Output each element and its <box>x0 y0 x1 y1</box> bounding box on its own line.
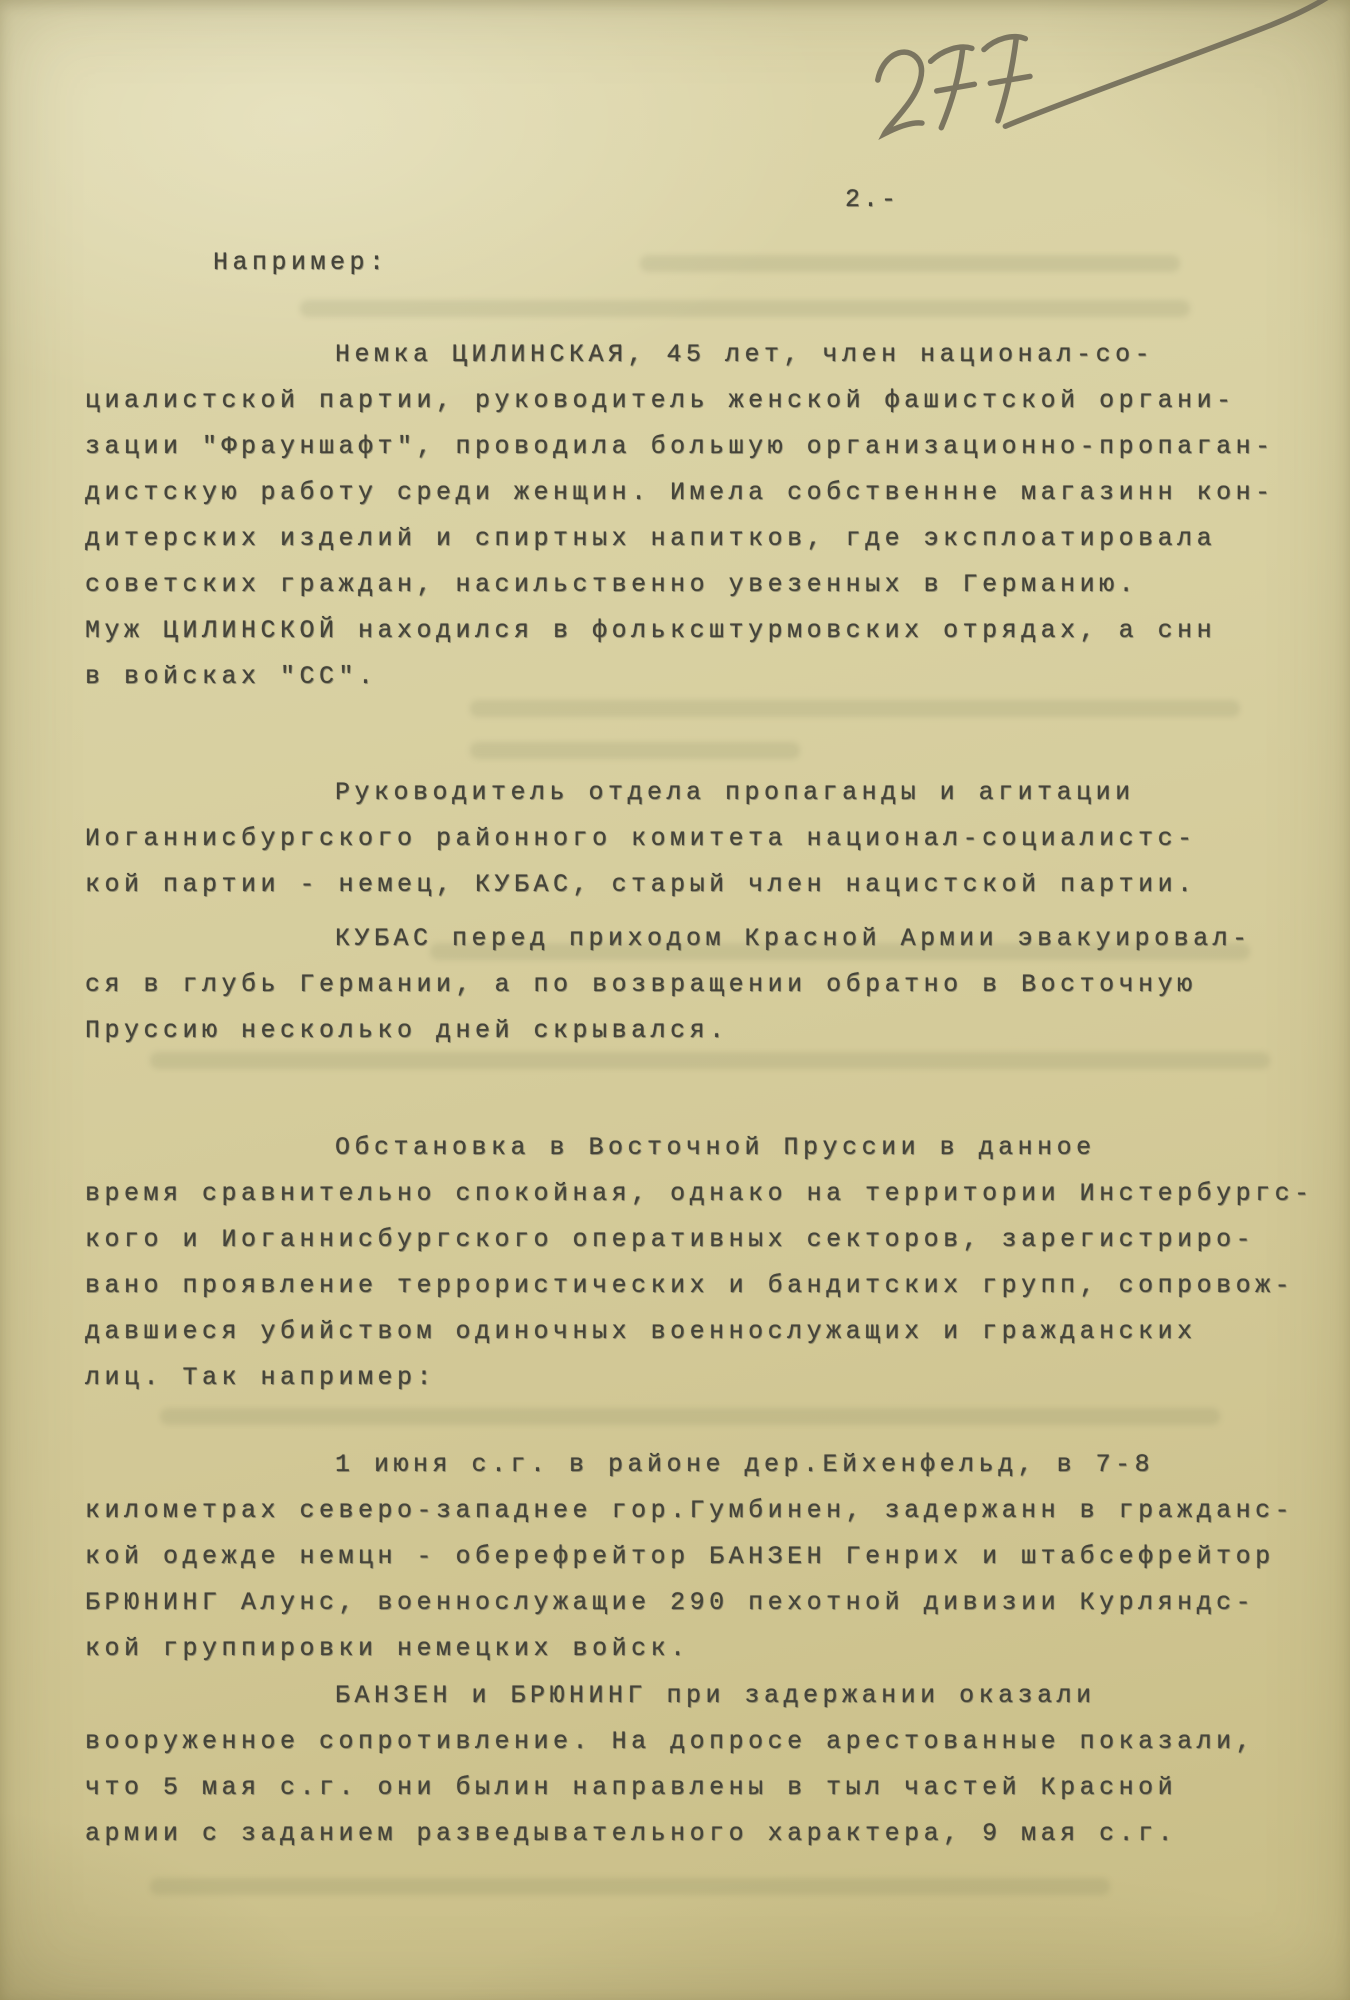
typed-line: армии с заданием разведывательного характера, 9 мая с.г. <box>85 1819 1178 1848</box>
paragraph-interrogation <box>85 1673 1325 1857</box>
typed-line: Пруссию несколько дней скрывался. <box>85 1016 729 1045</box>
typed-line: лиц. Так например: <box>85 1363 437 1392</box>
page-number: 2.- <box>845 185 900 214</box>
typed-line: Муж ЦИЛИНСКОЙ находился в фольксштурмовских отрядах, а снн <box>85 616 1217 645</box>
typed-line: кой группировки немецких войск. <box>85 1634 690 1663</box>
paragraph-tsilinskaya <box>85 332 1325 700</box>
typed-line: что 5 мая с.г. они былин направлены в тыл частей Красной <box>85 1773 1178 1802</box>
bleed-through-ghost <box>640 255 1180 272</box>
pencil-digit-2 <box>876 51 926 134</box>
paragraph-kubas-intro <box>85 770 1325 908</box>
paragraph-kubas-evacuation <box>85 916 1325 1054</box>
lead-in-text: Например: <box>213 248 389 277</box>
typed-line: циалистской партии, руководитель женской фашистской органи- <box>85 386 1236 415</box>
bleed-through-ghost <box>470 742 800 759</box>
bleed-through-ghost <box>470 700 1240 717</box>
typed-line: Иоганнисбургского районного комитета национал-социалистс- <box>85 824 1197 853</box>
typed-line: Обстановка в Восточной Пруссии в данное <box>335 1133 1096 1162</box>
typed-line: в войсках "СС". <box>85 662 378 691</box>
bleed-through-ghost <box>300 300 1190 317</box>
bleed-through-ghost <box>150 1052 1270 1069</box>
paragraph-situation <box>85 1125 1325 1401</box>
paragraph-detention <box>85 1442 1325 1672</box>
typed-line: дистскую работу среди женщин. Имела собственнне магазинн кон- <box>85 478 1275 507</box>
typed-line: километрах северо-западнее гор.Гумбинен, задержанн в гражданс- <box>85 1496 1295 1525</box>
pencil-flourish-stroke <box>997 0 1350 126</box>
pencil-digit-7 <box>930 46 977 128</box>
handwritten-number-mark <box>840 0 1350 150</box>
typed-line: дитерских изделий и спиртных напитков, где эксплоатировала <box>85 524 1217 553</box>
typed-line: вано проявление террористических и бандитских групп, сопровож- <box>85 1271 1295 1300</box>
typed-line: Немка ЦИЛИНСКАЯ, 45 лет, член национал-со- <box>335 340 1155 369</box>
typed-line: кой партии - немец, КУБАС, старый член нацистской партии. <box>85 870 1197 899</box>
typed-line: 1 июня с.г. в районе дер.Ейхенфельд, в 7-8 <box>335 1450 1155 1479</box>
typed-line: кой одежде немцн - оберефрейтор БАНЗЕН Генрих и штабсефрейтор <box>85 1542 1275 1571</box>
pencil-digit-7 <box>983 36 1033 122</box>
typed-line: Руководитель отдела пропаганды и агитации <box>335 778 1135 807</box>
bleed-through-ghost <box>160 1408 1220 1425</box>
bleed-through-ghost <box>150 1878 1110 1895</box>
typed-line: кого и Иоганнисбургского оперативных секторов, зарегистриро- <box>85 1225 1256 1254</box>
typed-line: БРЮНИНГ Алунс, военнослужащие 290 пехотной дивизии Курляндс- <box>85 1588 1256 1617</box>
typed-line: советских граждан, насильственно увезенных в Германию. <box>85 570 1139 599</box>
typed-line: вооруженное сопротивление. На допросе арестованные показали, <box>85 1727 1256 1756</box>
typed-line: давшиеся убийством одиночных военнослужащих и гражданских <box>85 1317 1197 1346</box>
typed-line: ся в глубь Германии, а по возвращении обратно в Восточную <box>85 970 1197 999</box>
typed-line: КУБАС перед приходом Красной Армии эвакуировал- <box>335 924 1252 953</box>
typed-line: время сравнительно спокойная, однако на территории Инстербургс- <box>85 1179 1314 1208</box>
typed-line: зации "Фрауншафт", проводила большую организационно-пропаган- <box>85 432 1275 461</box>
typed-line: БАНЗЕН и БРЮНИНГ при задержании оказали <box>335 1681 1096 1710</box>
